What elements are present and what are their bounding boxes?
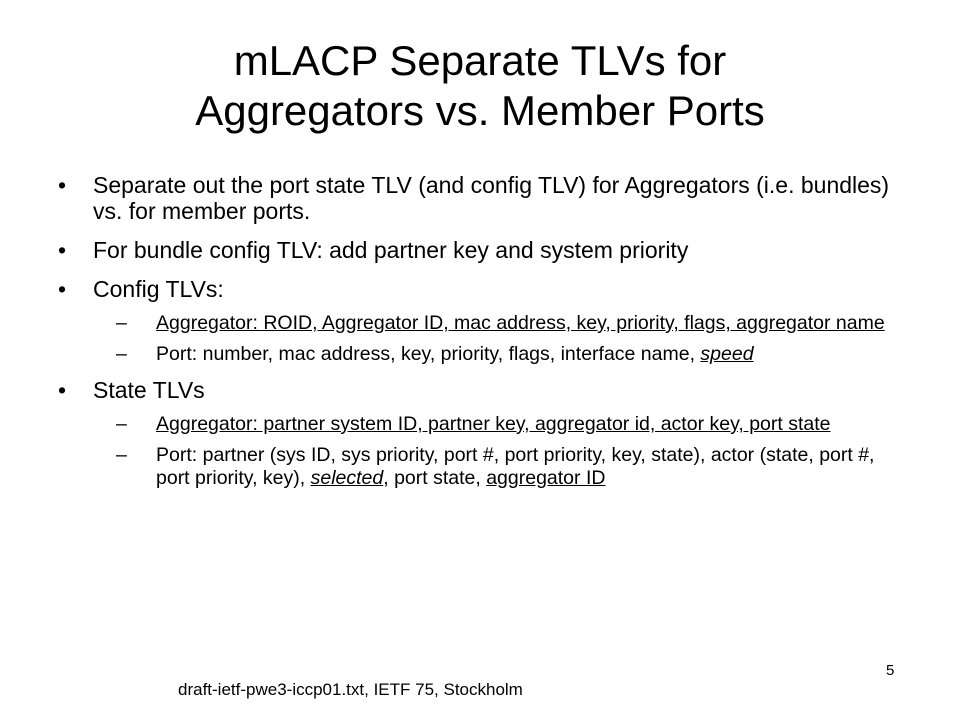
sub-bullet-text: Aggregator: partner system ID, partner key, aggregator id, actor key, port state: [156, 413, 831, 435]
bullet-item: [58, 276, 898, 302]
bullet-marker: •: [58, 237, 67, 263]
sub-bullet-marker: –: [116, 343, 127, 365]
sub-bullet-marker: –: [116, 444, 127, 466]
bullet-marker: •: [58, 276, 67, 302]
bullet-text: Config TLVs:: [93, 276, 224, 302]
sub-bullet-item: [58, 444, 898, 490]
bullet-marker: •: [58, 172, 67, 198]
bullet-item: [58, 172, 898, 224]
sub-bullet-marker: –: [116, 413, 127, 435]
sub-bullet-item: [58, 413, 898, 436]
footer-text: draft-ietf-pwe3-iccp01.txt, IETF 75, Stockholm: [178, 680, 523, 699]
bullet-item: [58, 237, 898, 263]
underlined-text: aggregator ID: [486, 467, 606, 489]
sub-bullet-text: Aggregator: ROID, Aggregator ID, mac address, key, priority, flags, aggregator name: [156, 312, 885, 334]
sub-bullet-item: [58, 312, 898, 335]
sub-bullet-text: Port: number, mac address, key, priority, flags, interface name,: [156, 343, 701, 365]
sub-bullet-marker: –: [116, 312, 127, 334]
bullet-marker: •: [58, 377, 67, 403]
page-number: 5: [886, 662, 895, 679]
bullet-item: [58, 377, 898, 403]
emphasis-text: selected: [310, 467, 384, 489]
bullet-text: State TLVs: [93, 377, 205, 403]
sub-bullet-item: [58, 343, 898, 366]
slide-body: [58, 172, 898, 501]
bullet-text: Separate out the port state TLV (and config TLV) for Aggregators (i.e. bundles) vs. for member ports.: [93, 172, 890, 224]
slide-title-line-1: mLACP Separate TLVs for: [233, 37, 727, 84]
slide-title-line-2: Aggregators vs. Member Ports: [195, 87, 765, 134]
emphasis-text: speed: [700, 343, 754, 365]
sub-bullet-text: Port: partner (sys ID, sys priority, port #, port priority, key, state), actor (state, port #, port priority, key),: [156, 444, 875, 489]
slide-title: [60, 36, 900, 136]
bullet-text: For bundle config TLV: add partner key and system priority: [93, 237, 689, 263]
sub-bullet-text-middle: , port state,: [383, 467, 487, 489]
